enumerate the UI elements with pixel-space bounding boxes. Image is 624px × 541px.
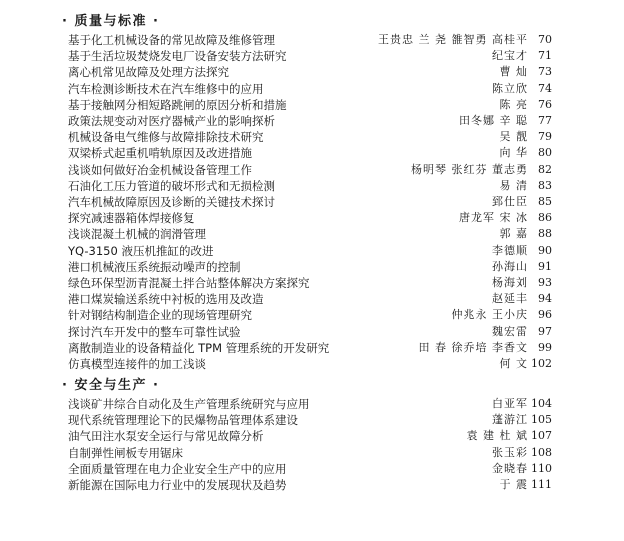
entry-title[interactable]: 汽车检测诊断技术在汽车维修中的应用	[68, 81, 264, 96]
entry-title[interactable]: 绿色环保型沥青混凝土拌合站整体解决方案探究	[68, 276, 310, 290]
entry-page-number: 99	[538, 340, 552, 354]
entry-title[interactable]: 浅谈矿井综合自动化及生产管理系统研究与应用	[68, 397, 310, 411]
entry-page-number: 97	[538, 324, 552, 338]
entry-title[interactable]: 汽车机械故障原因及诊断的关键技术探讨	[68, 195, 275, 209]
toc-entry[interactable]	[68, 412, 552, 428]
entry-authors: 郅仕臣	[492, 195, 528, 208]
entry-page-number: 110	[531, 461, 552, 475]
entry-title[interactable]: 离散制造业的设备精益化 TPM 管理系统的开发研究	[68, 340, 330, 355]
entry-page-number: 96	[538, 308, 552, 322]
entry-authors: 纪宝才	[492, 49, 528, 63]
entry-title[interactable]: 基于接触网分相短路跳闸的原因分析和措施	[68, 97, 287, 112]
entry-title[interactable]: 探究减速器箱体焊接修复	[68, 211, 195, 226]
entry-page-number: 86	[538, 211, 552, 225]
section-heading: · 安全与生产 ·	[62, 378, 160, 393]
entry-title[interactable]: 机械设备电气维修与故障排除技术研究	[68, 130, 264, 145]
entry-title[interactable]: 探讨汽车开发中的整车可靠性试验	[68, 324, 241, 339]
entry-title[interactable]: 政策法规变动对医疗器械产业的影响探析	[68, 114, 275, 128]
entry-page-number: 107	[531, 429, 552, 443]
entry-authors: 田冬娜 辛 聪	[459, 114, 528, 127]
entry-page-number: 94	[538, 292, 552, 306]
entry-authors: 何 文	[499, 357, 528, 370]
toc-entry[interactable]	[68, 259, 552, 275]
toc-entry[interactable]	[68, 81, 552, 97]
entry-authors: 杨明琴 张红芬 董志勇	[411, 162, 528, 176]
entry-authors: 袁 建 杜 斌	[466, 429, 528, 443]
entry-title[interactable]: 针对钢结构制造企业的现场管理研究	[68, 308, 252, 323]
toc-entry[interactable]	[68, 356, 552, 372]
entry-page-number: 70	[538, 33, 552, 46]
entry-title[interactable]: 油气田注水泵安全运行与常见故障分析	[68, 429, 264, 444]
entry-title[interactable]: 浅谈混凝土机械的润滑管理	[68, 227, 206, 242]
entry-page-number: 90	[538, 243, 552, 257]
entry-title[interactable]: 新能源在国际电力行业中的发展现状及趋势	[68, 478, 287, 492]
toc-entry[interactable]	[68, 178, 552, 194]
toc-entry[interactable]	[68, 477, 552, 493]
toc-entry[interactable]	[68, 461, 552, 477]
entry-page-number: 88	[538, 227, 552, 241]
entry-title[interactable]: 港口机械液压系统振动噪声的控制	[68, 259, 241, 274]
toc-entry[interactable]	[68, 428, 552, 444]
entry-page-number: 82	[538, 162, 552, 176]
entry-authors: 孙海山	[492, 259, 528, 273]
entry-authors: 陈 亮	[499, 97, 528, 111]
entry-page-number: 111	[531, 478, 552, 491]
entry-page-number: 73	[538, 65, 552, 79]
entry-page-number: 79	[538, 130, 552, 144]
entry-authors: 唐龙军 宋 冰	[459, 211, 528, 225]
entry-authors: 白亚军	[492, 397, 528, 410]
toc-entry[interactable]	[68, 226, 552, 242]
entry-authors: 魏宏雷	[492, 324, 528, 338]
entry-title[interactable]: 双梁桥式起重机啃轨原因及改进措施	[68, 146, 252, 161]
entry-title[interactable]: 现代系统管理理论下的民爆物品管理体系建设	[68, 413, 298, 428]
entry-title[interactable]: 全面质量管理在电力企业安全生产中的应用	[68, 461, 287, 476]
toc-entry[interactable]	[68, 291, 552, 307]
entry-authors: 于 震	[499, 478, 528, 491]
entry-authors: 仲兆永 王小庆	[451, 308, 528, 322]
entry-title[interactable]: 浅谈如何做好冶金机械设备管理工作	[68, 162, 252, 177]
entry-authors: 向 华	[499, 146, 528, 160]
toc-entry[interactable]	[68, 113, 552, 129]
entry-page-number: 108	[531, 445, 552, 459]
entry-authors: 郭 嘉	[499, 227, 528, 241]
entry-authors: 吴 靓	[499, 130, 528, 144]
entry-page-number: 85	[538, 195, 552, 208]
entry-title[interactable]: 离心机常见故障及处理方法探究	[68, 65, 229, 80]
toc-entry[interactable]	[68, 145, 552, 161]
entry-authors: 张玉彩	[492, 445, 528, 459]
entry-page-number: 74	[538, 81, 552, 95]
entry-page-number: 91	[538, 259, 552, 273]
toc-entry[interactable]	[68, 243, 552, 259]
toc-entry[interactable]	[68, 32, 552, 48]
toc-entry[interactable]	[68, 97, 552, 113]
entry-authors: 王贵忠 兰 尧 雒智勇 高桂平	[378, 33, 528, 46]
entry-title[interactable]: 基于生活垃圾焚烧发电厂设备安装方法研究	[68, 49, 287, 64]
entry-authors: 易 清	[499, 178, 528, 192]
entry-authors: 赵延丰	[492, 292, 528, 306]
section-heading: · 质量与标准 ·	[62, 14, 160, 29]
toc-entry[interactable]	[68, 340, 552, 356]
entry-page-number: 105	[531, 413, 552, 427]
entry-page-number: 71	[538, 49, 552, 63]
entry-page-number: 93	[538, 276, 552, 289]
toc-entry[interactable]	[68, 396, 552, 412]
entry-page-number: 76	[538, 97, 552, 111]
toc-entry[interactable]	[68, 129, 552, 145]
entry-title[interactable]: 仿真模型连接件的加工浅谈	[68, 357, 206, 371]
entry-title[interactable]: 自制弹性闸板专用锯床	[68, 445, 183, 460]
toc-entry[interactable]	[68, 48, 552, 64]
entry-title[interactable]: 石油化工压力管道的破坏形式和无损检测	[68, 178, 275, 193]
toc-entry[interactable]	[68, 210, 552, 226]
entry-page-number: 77	[538, 114, 552, 127]
entry-page-number: 83	[538, 178, 552, 192]
entry-title[interactable]: 基于化工机械设备的常见故障及维修管理	[68, 33, 275, 47]
toc-entry[interactable]	[68, 445, 552, 461]
toc-entry[interactable]	[68, 194, 552, 210]
entry-authors: 金晓春	[492, 461, 528, 475]
toc-entry[interactable]	[68, 324, 552, 340]
toc-entry[interactable]	[68, 307, 552, 323]
entry-title[interactable]: 港口煤炭输送系统中衬板的选用及改造	[68, 292, 264, 307]
toc-entry[interactable]	[68, 64, 552, 80]
entry-authors: 陈立欣	[492, 81, 528, 95]
entry-authors: 曹 灿	[499, 65, 528, 79]
entry-page-number: 80	[538, 146, 552, 160]
entry-page-number: 102	[531, 357, 552, 370]
entry-authors: 田 春 徐乔培 李香文	[418, 340, 528, 354]
entry-authors: 蓬游江	[492, 413, 528, 427]
entry-title[interactable]: YQ-3150 液压机推缸的改进	[68, 243, 214, 258]
entry-page-number: 104	[531, 397, 552, 410]
entry-authors: 杨海刘	[492, 276, 528, 289]
toc-entry[interactable]	[68, 162, 552, 178]
entry-authors: 李德顺	[492, 243, 528, 257]
toc-entry[interactable]	[68, 275, 552, 291]
